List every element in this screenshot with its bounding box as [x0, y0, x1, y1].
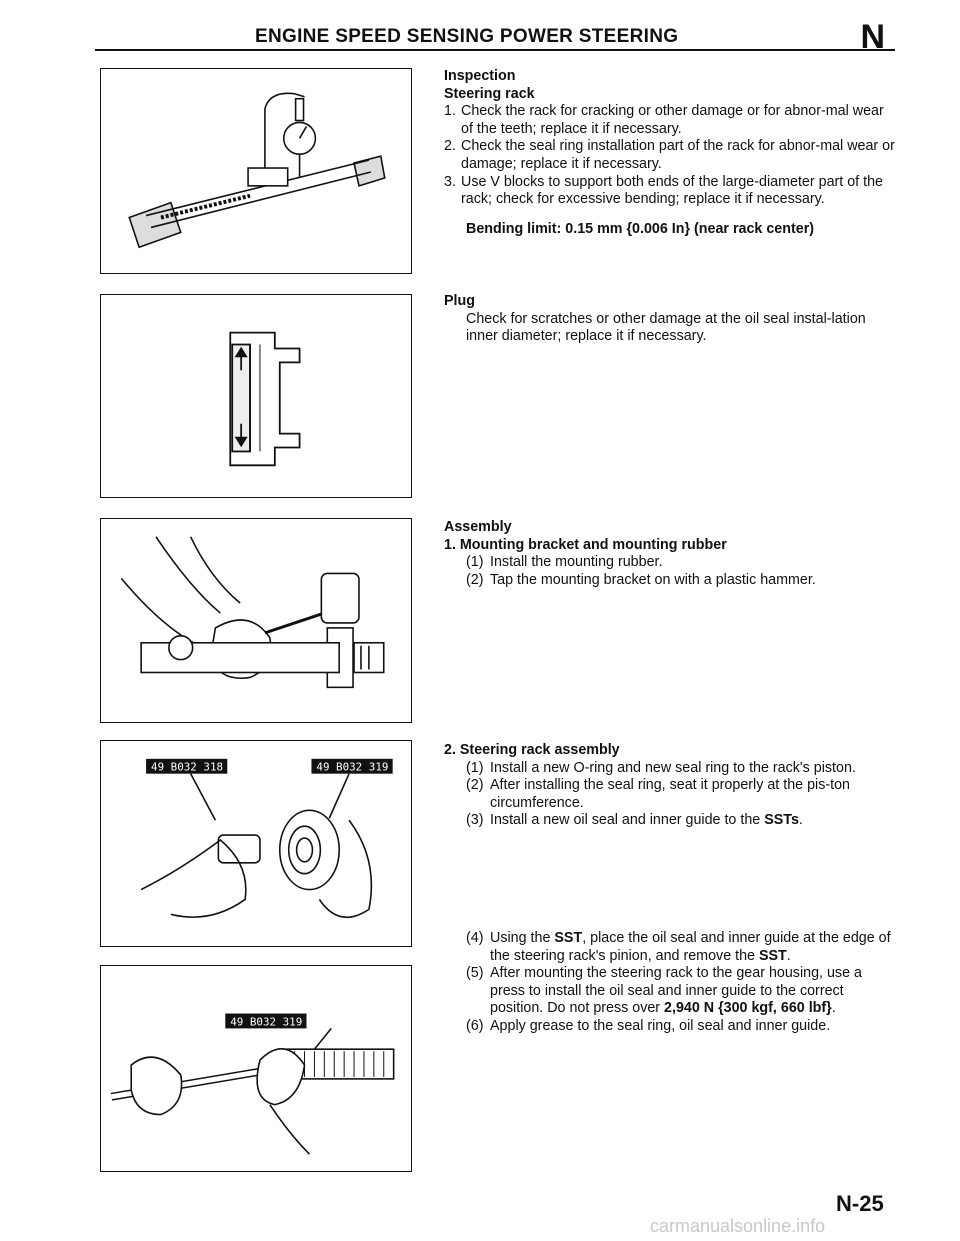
assembly-section [444, 519, 896, 589]
section-letter: N [860, 18, 885, 56]
sst-press-illustration [101, 966, 411, 1171]
hammer-bracket-illustration [101, 519, 411, 722]
step2-item: (3) Install a new oil seal and inner guide to the SSTs. [466, 812, 803, 829]
inspection-step: 2. Check the seal ring installation part of the rack for abnor-mal wear or damage; replace it if necessary. [444, 138, 895, 172]
inspection-step: 1. Check the rack for cracking or other damage or for abnor-mal wear of the teeth; replace it if necessary. [444, 103, 884, 137]
watermark: carmanualsonline.info [650, 1216, 826, 1236]
step2-item: (4) Using the SST, place the oil seal and inner guide at the edge of the steering rack's pinion, and remove the SST. [466, 930, 891, 964]
figure-plug-section [100, 294, 412, 498]
header-title: ENGINE SPEED SENSING POWER STEERING [255, 26, 679, 47]
inspection-section [444, 68, 896, 253]
figure-rack-bending-check [100, 68, 412, 274]
sst-label-press: 49 B032 319 [230, 1015, 303, 1029]
page-header [95, 18, 895, 56]
step1-item: (1) Install the mounting rubber. [466, 554, 663, 571]
plug-section-illustration [101, 295, 411, 497]
steering-rack-subheading: Steering rack [444, 85, 535, 102]
steering-rack-assembly-section [444, 742, 896, 830]
rack-dial-gauge-illustration [101, 69, 411, 273]
sst-label-318: 49 B032 318 [151, 760, 224, 774]
page-number: N-25 [836, 1191, 884, 1216]
step2-item: (5) After mounting the steering rack to the gear housing, use a press to install the oil seal and inner guide to the correct position. Do not press over 2,940 N {300 kgf, 660 lbf}. [466, 965, 862, 1017]
figure-sst-seal-install [100, 740, 412, 947]
assembly-heading: Assembly [444, 519, 512, 535]
plug-section [444, 293, 896, 346]
step2-title: 2. Steering rack assembly [444, 742, 620, 758]
step1-item: (2) Tap the mounting bracket on with a plastic hammer. [466, 571, 816, 588]
inspection-step: 3. Use V blocks to support both ends of the large-diameter part of the rack; check for excessive bending; replace it if necessary. [444, 173, 883, 208]
sst-label-319: 49 B032 319 [316, 760, 389, 774]
step1-title: 1. Mounting bracket and mounting rubber [444, 536, 727, 553]
step2-item: (1) Install a new O-ring and new seal ring to the rack's piston. [466, 759, 856, 776]
steering-rack-assembly-continued [444, 930, 896, 1036]
figure-sst-press [100, 965, 412, 1172]
plug-text: Check for scratches or other damage at the oil seal instal-lation inner diameter; replace it if necessary. [466, 310, 866, 345]
figure-mounting-bracket-hammer [100, 518, 412, 723]
sst-hands-illustration [101, 741, 411, 946]
plug-heading: Plug [444, 293, 475, 309]
step2-item: (2) After installing the seal ring, seat it properly at the pis-ton circumference. [466, 777, 850, 811]
header-rule [95, 49, 895, 51]
bending-limit-spec: Bending limit: 0.15 mm {0.006 In} (near rack center) [466, 220, 815, 237]
step2-item: (6) Apply grease to the seal ring, oil seal and inner guide. [466, 1017, 831, 1034]
inspection-heading: Inspection [444, 68, 516, 84]
